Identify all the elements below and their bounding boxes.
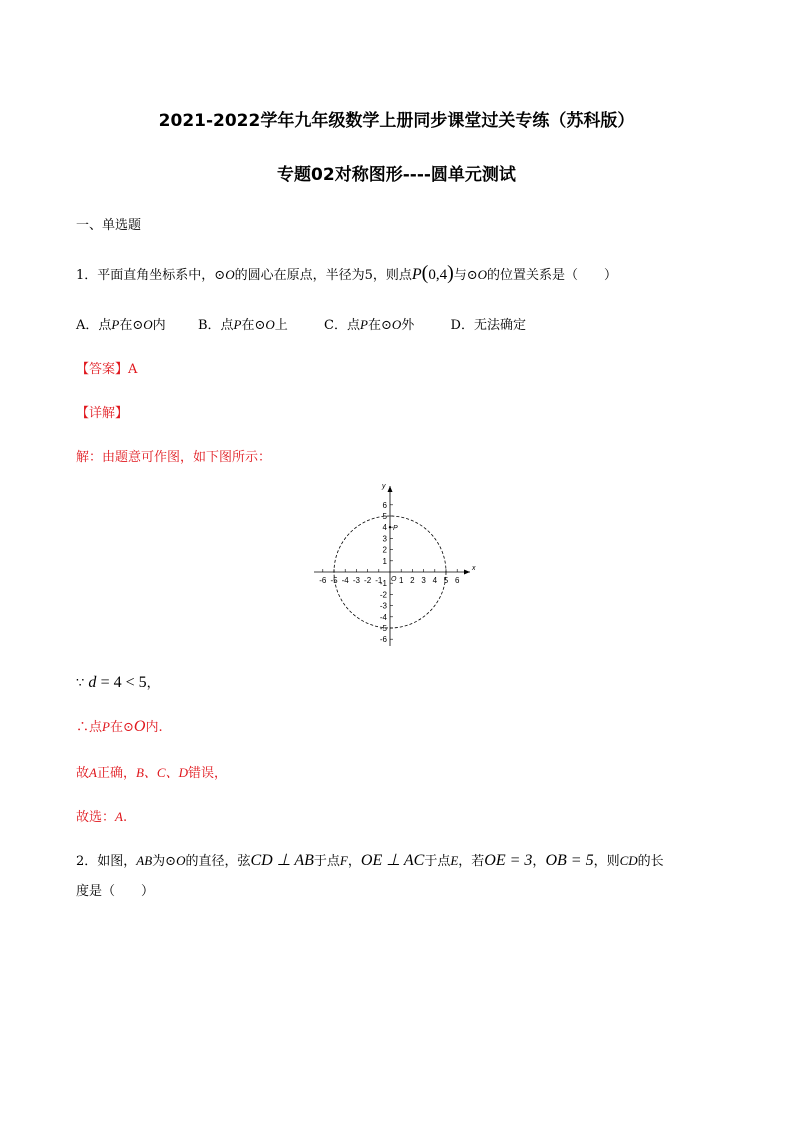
x-tick-label: -3 xyxy=(352,576,360,585)
y-tick-label: -6 xyxy=(379,635,387,645)
x-tick-label: 5 xyxy=(443,576,449,585)
origin-label: O xyxy=(391,576,397,583)
y-tick-label: -5 xyxy=(379,624,387,633)
document-title: 2021-2022学年九年级数学上册同步课堂过关专练（苏科版） xyxy=(158,111,635,131)
y-axis-label: y xyxy=(382,483,386,490)
x-tick-label: 4 xyxy=(432,576,438,585)
coordinate-circle-figure xyxy=(310,478,480,648)
y-tick-label: 5 xyxy=(382,512,387,521)
question-2-text: 2．如图，AB为⊙O的直径，弦CD ⊥ AB于点F，OE ⊥ AC于点E，若OE = 3，OB = 5，则CD的长 xyxy=(76,852,664,869)
y-tick-label: -1 xyxy=(379,579,387,589)
y-tick-label: 6 xyxy=(382,500,387,510)
y-tick-label: -4 xyxy=(379,612,387,622)
y-tick-label: 4 xyxy=(382,523,387,533)
question-1-options xyxy=(76,314,526,333)
y-tick-label: 1 xyxy=(382,556,387,566)
y-tick-label: -2 xyxy=(379,590,387,600)
x-tick-label: 6 xyxy=(454,576,460,585)
x-axis-label: x xyxy=(472,565,476,572)
choice-line: 故选：A. xyxy=(76,809,128,825)
answer-label: 【答案】A xyxy=(76,362,138,377)
x-tick-label: -1 xyxy=(375,576,383,585)
x-tick-label: 2 xyxy=(410,576,415,585)
x-tick-label: -2 xyxy=(364,576,372,585)
question-2-text-line2: 度是（ ） xyxy=(76,884,155,899)
document-subtitle: 专题02对称图形----圆单元测试 xyxy=(277,165,516,185)
detail-heading: 【详解】 xyxy=(76,406,129,421)
y-axis-arrow xyxy=(388,486,393,492)
option-b[interactable]: B．点P在⊙O上 xyxy=(197,317,288,333)
conclusion-line: 故A正确，B、C、D错误， xyxy=(76,765,228,781)
x-axis-arrow xyxy=(464,570,470,575)
option-a[interactable]: A．点P在⊙O内 xyxy=(76,317,166,333)
x-tick-label: -4 xyxy=(341,576,349,585)
option-c[interactable]: C．点P在⊙O外 xyxy=(324,317,415,333)
therefore-line: ∴点P在⊙O内. xyxy=(76,718,163,735)
question-1-text: 1．平面直角坐标系中，⊙O的圆心在原点，半径为5，则点P(0,4)与⊙O的位置关系是（ ） xyxy=(76,262,618,284)
section-heading: 一、单选题 xyxy=(76,218,142,233)
x-tick-label: -6 xyxy=(319,576,327,585)
y-tick-label: -3 xyxy=(379,601,387,611)
because-line: ∵ d = 4 < 5， xyxy=(76,674,160,691)
point-p-label: P xyxy=(393,525,398,533)
x-tick-label: 3 xyxy=(421,576,426,585)
x-tick-label: 1 xyxy=(398,576,404,585)
option-d[interactable]: D．无法确定 xyxy=(450,318,526,333)
x-tick-label: -5 xyxy=(330,576,338,585)
y-tick-label: 2 xyxy=(382,545,387,555)
point-p xyxy=(389,526,391,528)
y-tick-label: 3 xyxy=(382,534,387,544)
solution-intro: 解：由题意可作图，如下图所示： xyxy=(76,450,272,465)
